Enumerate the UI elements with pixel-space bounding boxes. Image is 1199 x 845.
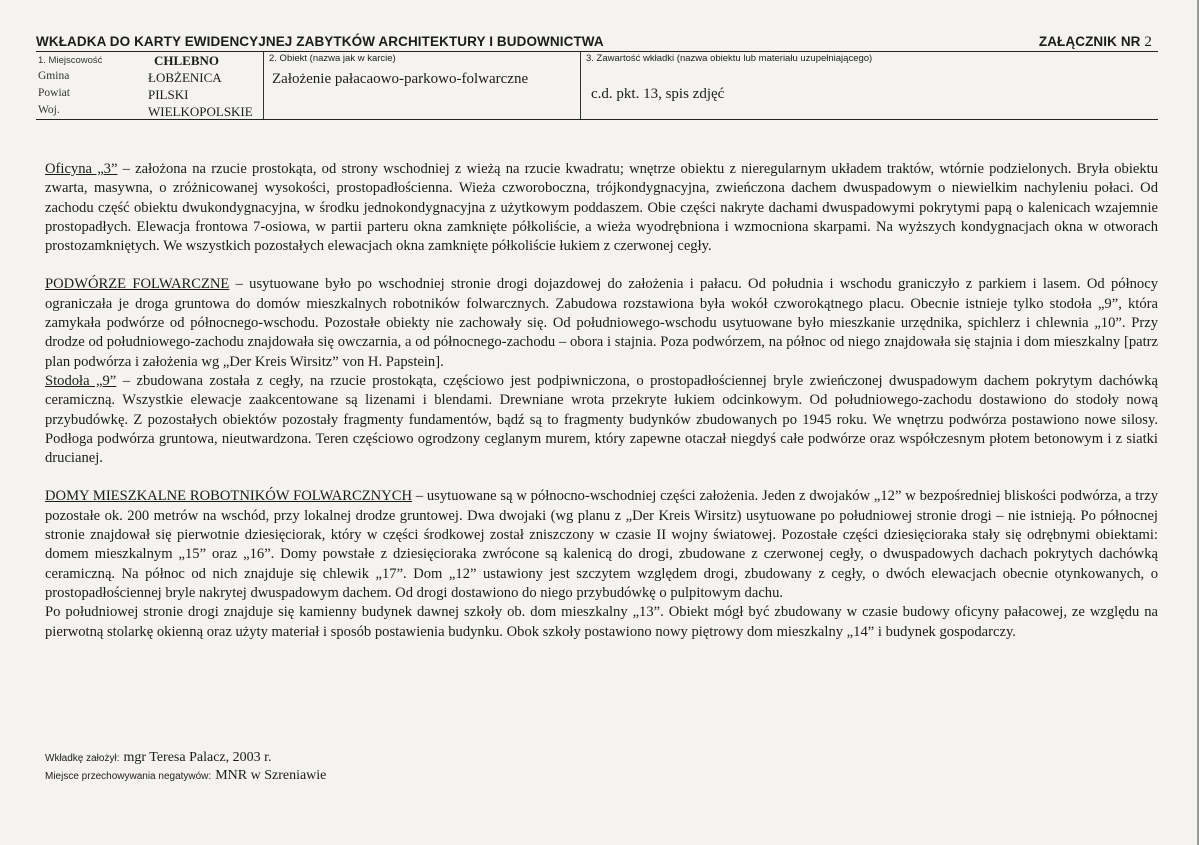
- contents-column: [580, 52, 1158, 119]
- text-szkola: Po południowej stronie drogi znajduje się kamienny budynek dawnej szkoły ob. dom mieszkalny „13”. Obiekt mógł być zbudowany w czasie budowy oficyny pałacowej, ze względu na pierwotną stolarkę okienną oraz użyty materiał i sposób postawienia budynku. Obok szkoły postawiono nowy piętrowy dom mieszkalny „14” i budynek gospodarczy.: [45, 604, 1158, 640]
- county-value: PILSKI: [148, 87, 189, 102]
- paragraph-oficyna: [45, 160, 1158, 256]
- commune-value: ŁOBŻENICA: [148, 70, 222, 85]
- paragraph-stodola: [45, 372, 1158, 468]
- author-value: mgr Teresa Palacz, 2003 r.: [123, 750, 272, 765]
- storage-line: [45, 766, 326, 784]
- annex-number: 2: [1144, 34, 1152, 50]
- heading-oficyna: Oficyna „3”: [45, 161, 118, 177]
- text-stodola: – zbudowana została z cegły, na rzucie prostokąta, częściowo jest podpiwniczona, o prostopadłościennej bryle zwieńczonej dwuspadowym dachem pokrytym dachówką ceramiczną. Wszystkie elewacje zaakcentowane są lizenami i blendami. Drewniane wrota przekryte łukiem odcinkowym. Od południowego-zachodu dostawiono do stodoły nową przybudówkę. Z pozostałych obiektów pozostały fragmenty fundamentów, bądź są to fragmenty budynków zbudowanych po 1945 roku. We wnętrzu podwórza postawiono nowe silosy. Podłoga podwórza gruntowa, nieutwardzona. Teren częściowo ogrodzony ceglanym murem, który zapewne otaczał niegdyś całe podwórze oraz współczesnym płotem betonowym i z siatki drucianej.: [45, 372, 1158, 467]
- place-label: 1. Miejscowość: [38, 55, 103, 66]
- annex-label: [1039, 34, 1152, 51]
- place-value: CHLEBNO: [154, 53, 220, 68]
- heading-podworze: PODWÓRZE FOLWARCZNE: [45, 276, 230, 293]
- contents-label: 3. Zawartość wkładki (nazwa obiektu lub materiału uzupełniającego): [586, 53, 873, 64]
- voivodeship-value: WIELKOPOLSKIE: [148, 104, 253, 119]
- object-value: Założenie pałacaowo-parkowo-folwarczne: [272, 71, 529, 87]
- heading-domy: DOMY MIESZKALNE ROBOTNIKÓW FOLWARCZNYCH: [45, 488, 413, 505]
- paragraph-podworze: [45, 275, 1158, 371]
- document-header: [36, 34, 1158, 50]
- location-column: [36, 52, 263, 119]
- heading-stodola: Stodoła „9”: [45, 372, 117, 389]
- text-domy: – usytuowane są w północno-wschodniej części założenia. Jeden z dwojaków „12” w bezpośredniej bliskości podwórza, a trzy pozostałe ok. 200 metrów na wschód, przy lokalnej drodze gruntowej. Dwa dwojaki (wg planu z „Der Kreis Wirsitz) usytuowane po południowej stronie drogi – nie istnieją. Po północnej stronie znajdował się pierwotnie dziesięciorak, który w części środkowej został zniszczony w czasie II wojny światowej. Pozostałe części dziesięcioraka stały się odrębnymi obiektami: domem mieszkalnym „15” oraz „16”. Domy powstałe z dziesięcioraka zwrócone są kalenicą do drogi, zbudowane z czerwonej cegły, o dwuspadowych dachach pokrytych dachówką ceramiczną. Na północ od nich znajduje się chlewik „17”. Dom „12” ustawiony jest szczytem względem drogi, zbudowany z cegły, o dwóch elewacjach obecnie otynkowanych, o prostopadłościennej bryle nakrytej dwuspadowym dachem. Od drogi dostawiono do niego przybudówkę o pulpitowym dachu.: [45, 488, 1158, 601]
- metadata-table: [36, 51, 1158, 120]
- annex-label-text: ZAŁĄCZNIK NR: [1038, 34, 1141, 49]
- commune-label: Gmina: [38, 70, 70, 82]
- contents-value: c.d. pkt. 13, spis zdjęć: [591, 86, 725, 102]
- county-label: Powiat: [38, 87, 70, 99]
- document-body: [45, 160, 1158, 642]
- text-oficyna: – założona na rzucie prostokąta, od strony wschodniej z wieżą na rzucie kwadratu; wnętrze obiektu z nieregularnym układem traktów, wtórnie podzielonych. Bryła obiektu zwarta, masywna, o zróżnicowanej wysokości, prostopadłościenna. Wieża czworoboczna, trójkondygnacyjna, zwieńczona dachem dwuspadowym o niewielkim nachyleniu połaci. Od zachodu część obiektu dwukondygnacyjna, w środku jednokondygnacyjna z użytkowym poddaszem. Obie części nakryte dachami dwuspadowymi pokrytymi papą o kalenicach wzajemnie prostopadłych. Elewacja frontowa 7-osiowa, w partii parteru okna zamknięte półkoliście, a wieża wyodrębniona i wzmocniona skarpami. Na wyższych kondygnacjach okna w otworach prostozamkniętych. We wszystkich pozostałych elewacjach okna zamknięte półkoliście łukiem z czerwonej cegły.: [45, 161, 1159, 255]
- storage-label: Miejsce przechowywania negatywów:: [45, 771, 212, 782]
- storage-value: MNR w Szreniawie: [215, 768, 327, 783]
- voivodeship-label: Woj.: [38, 104, 60, 116]
- object-label: 2. Obiekt (nazwa jak w karcie): [269, 53, 396, 64]
- text-podworze: – usytuowane było po wschodniej stronie drogi dojazdowej do założenia i pałacu. Od południa i wschodu graniczyło z parkiem i lasem. Od północy ograniczała je droga gruntowa do domów mieszkalnych robotników folwarcznych. Zabudowa rozstawiona była wokół czworokątnego placu. Obecnie istnieje tylko stodoła „9”, która zamykała podwórze od północnego-wschodu. Pozostałe obiekty nie zachowały się. Od południowego-wschodu usytuowane było mieszkanie urzędnika, spichlerz i chlewnia „10”. Przy drodze od południowego-zachodu znajdowała się owczarnia, a od północnego-zachodu – obora i stajnia. Poza podwórzem, na północ od niego znajdowała się stajnia i dom mieszkalny [patrz plan podwórza i założenia wg „Der Kreis Wirsitz” von H. Papstein].: [45, 276, 1158, 370]
- author-label: Wkładkę założył:: [45, 753, 120, 764]
- paragraph-szkola: [45, 603, 1158, 642]
- author-line: [45, 748, 272, 766]
- document-title: WKŁADKA DO KARTY EWIDENCYJNEJ ZABYTKÓW ARCHITEKTURY I BUDOWNICTWA: [36, 34, 604, 49]
- paragraph-domy: [45, 487, 1158, 603]
- object-column: [263, 52, 581, 119]
